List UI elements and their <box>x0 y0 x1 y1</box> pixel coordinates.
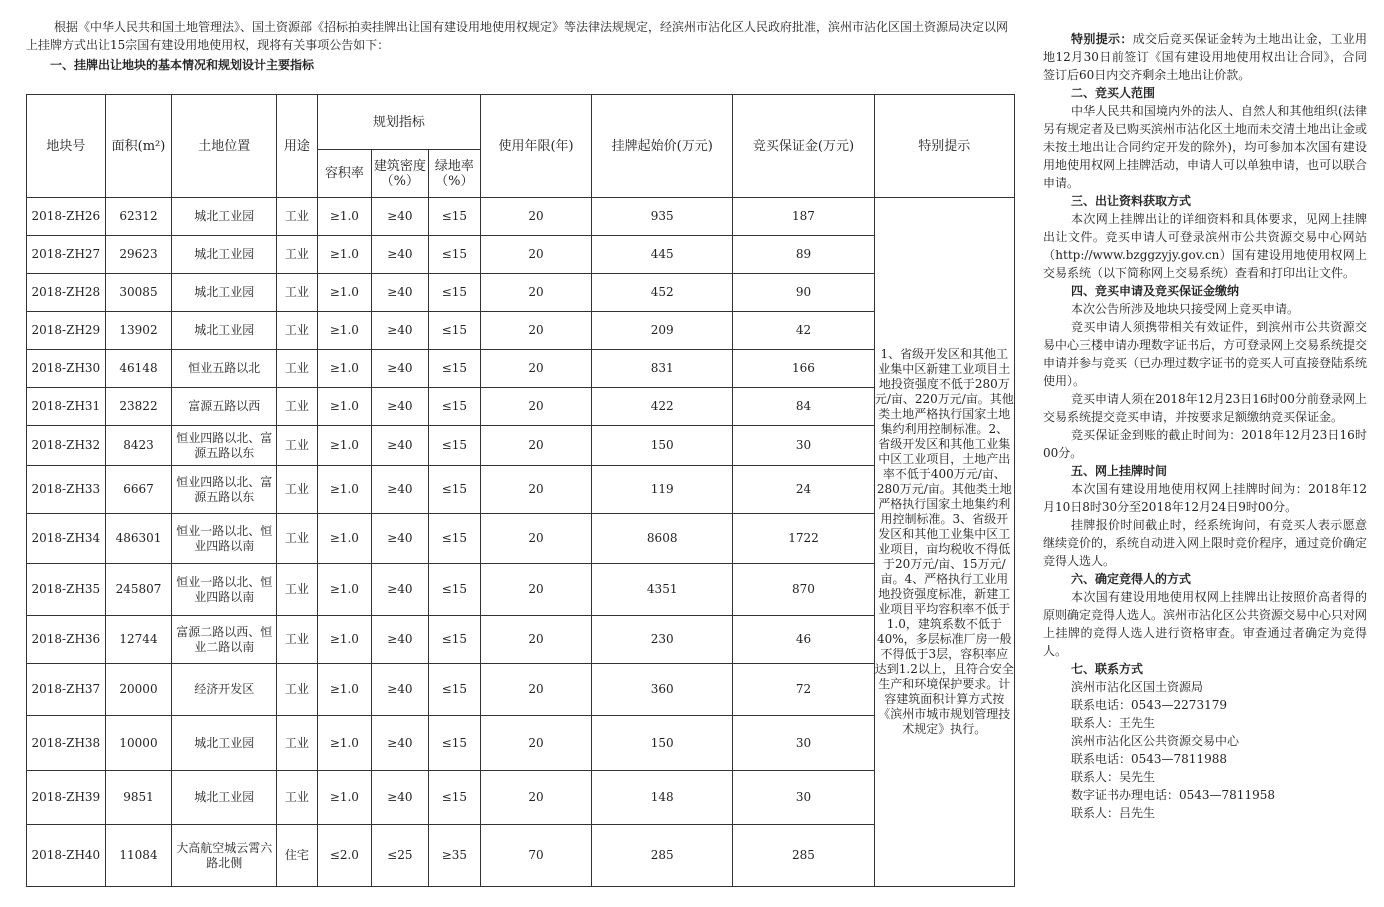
cell-deposit: 89 <box>733 236 874 274</box>
cell-location: 城北工业园 <box>172 771 277 825</box>
cell-green: ≤15 <box>428 198 480 236</box>
table-row <box>27 716 1015 771</box>
cell-id: 2018-ZH30 <box>27 350 106 388</box>
contact-line: 联系人：吴先生 <box>1071 770 1156 784</box>
cell-density: ≥40 <box>372 236 429 274</box>
cell-start-price: 452 <box>592 274 733 312</box>
cell-density: ≥40 <box>372 388 429 426</box>
section-heading-4: 四、竞买申请及竞买保证金缴纳 <box>1071 284 1240 298</box>
table-row <box>27 312 1015 350</box>
contact-line: 滨州市沾化区公共资源交易中心 <box>1071 734 1240 748</box>
table-row <box>27 825 1015 887</box>
cell-density: ≥40 <box>372 426 429 466</box>
cell-far: ≥1.0 <box>317 426 371 466</box>
section-heading-3: 三、出让资料获取方式 <box>1071 194 1192 208</box>
cell-start-price: 209 <box>592 312 733 350</box>
cell-area: 245807 <box>105 564 172 616</box>
header-use: 用途 <box>277 95 317 198</box>
contact-line: 联系电话：0543—7811988 <box>1071 752 1227 766</box>
cell-area: 13902 <box>105 312 172 350</box>
cell-location: 城北工业园 <box>172 236 277 274</box>
cell-location: 恒业五路以北 <box>172 350 277 388</box>
cell-start-price: 445 <box>592 236 733 274</box>
cell-start-price: 150 <box>592 716 733 771</box>
special-note: 1、省级开发区和其他工业集中区新建工业项目土地投资强度不低于280万元/亩、220万元/亩。其他类土地严格执行国家土地集约利用控制标准。2、省级开发区和其他工业集中区工业项目，土地产出率不低于400万元/亩、280万元/亩。其他类土地严格执行国家土地集约利用控制标准。3、省级开发区和其他工业集中区工业项目，亩均税收不得低于20万元/亩、15万元/亩。4、严格执行工业用地投资强度标准，新建工业项目平均容积率不低于1.0，建筑系数不低于40%，多层标准厂房一般不得低于3层，容积率应达到1.2以上，且符合安全生产和环境保护要求。计容建筑面积计算方式按《滨州市城市规划管理技术规定》执行。 <box>874 198 1014 887</box>
cell-years: 20 <box>481 426 592 466</box>
cell-green: ≤15 <box>428 564 480 616</box>
cell-density: ≥40 <box>372 514 429 564</box>
cell-density: ≥40 <box>372 312 429 350</box>
cell-start-price: 422 <box>592 388 733 426</box>
table-row <box>27 771 1015 825</box>
section-heading-7: 七、联系方式 <box>1071 662 1144 676</box>
tip-text: 成交后竞买保证金转为土地出让金，工业用地12月30日前签订《国有建设用地使用权出让合同》，合同签订后60日内交齐剩余土地出让价款。 <box>1043 32 1367 82</box>
cell-deposit: 84 <box>733 388 874 426</box>
cell-density: ≥40 <box>372 466 429 514</box>
cell-deposit: 90 <box>733 274 874 312</box>
cell-far: ≥1.0 <box>317 236 371 274</box>
cell-location: 经济开发区 <box>172 664 277 716</box>
cell-location: 城北工业园 <box>172 312 277 350</box>
cell-green: ≤15 <box>428 514 480 564</box>
cell-years: 20 <box>481 388 592 426</box>
cell-far: ≥1.0 <box>317 274 371 312</box>
tip-label: 特别提示： <box>1071 32 1133 46</box>
section-text-5b: 挂牌报价时间截止时，经系统询问，有竞买人表示愿意继续竞价的，系统自动进入网上限时竞价程序，通过竞价确定竞得人选人。 <box>1043 518 1368 568</box>
cell-green: ≤15 <box>428 664 480 716</box>
section-heading-5: 五、网上挂牌时间 <box>1071 464 1168 478</box>
intro-paragraph: 根据《中华人民共和国土地管理法》、国土资源部《招标拍卖挂牌出让国有建设用地使用权规定》等法律法规规定，经滨州市沾化区人民政府批准，滨州市沾化区国土资源局决定以网上挂牌方式出让15宗国有建设用地使用权，现将有关事项公告如下： <box>26 20 1009 52</box>
cell-id: 2018-ZH31 <box>27 388 106 426</box>
cell-green: ≤15 <box>428 388 480 426</box>
cell-location: 恒业四路以北、富源五路以东 <box>172 426 277 466</box>
cell-area: 6667 <box>105 466 172 514</box>
cell-years: 20 <box>481 236 592 274</box>
cell-id: 2018-ZH27 <box>27 236 106 274</box>
cell-green: ≤15 <box>428 466 480 514</box>
cell-start-price: 4351 <box>592 564 733 616</box>
cell-location: 城北工业园 <box>172 198 277 236</box>
cell-location: 富源二路以西、恒业二路以南 <box>172 616 277 664</box>
section-text-4c: 竞买申请人须在2018年12月23日16时00分前登录网上交易系统提交竞买申请，并按要求足额缴纳竞买保证金。 <box>1043 392 1367 424</box>
cell-start-price: 935 <box>592 198 733 236</box>
cell-years: 20 <box>481 616 592 664</box>
cell-deposit: 46 <box>733 616 874 664</box>
table-row <box>27 236 1015 274</box>
cell-start-price: 8608 <box>592 514 733 564</box>
cell-far: ≥1.0 <box>317 198 371 236</box>
cell-area: 486301 <box>105 514 172 564</box>
table-row <box>27 616 1015 664</box>
cell-use: 工业 <box>277 236 317 274</box>
table-row <box>27 198 1015 236</box>
cell-area: 11084 <box>105 825 172 887</box>
cell-years: 20 <box>481 198 592 236</box>
cell-years: 20 <box>481 350 592 388</box>
cell-id: 2018-ZH39 <box>27 771 106 825</box>
cell-use: 工业 <box>277 388 317 426</box>
cell-location: 富源五路以西 <box>172 388 277 426</box>
cell-far: ≥1.0 <box>317 514 371 564</box>
cell-deposit: 870 <box>733 564 874 616</box>
cell-far: ≥1.0 <box>317 771 371 825</box>
contact-line: 数字证书办理电话：0543—7811958 <box>1071 788 1275 802</box>
cell-location: 恒业四路以北、富源五路以东 <box>172 466 277 514</box>
section-text-5a: 本次国有建设用地使用权网上挂牌时间为：2018年12月10日8时30分至2018年12月24日9时00分。 <box>1043 482 1367 514</box>
cell-location: 大高航空城云霄六路北侧 <box>172 825 277 887</box>
table-row <box>27 564 1015 616</box>
cell-use: 工业 <box>277 664 317 716</box>
cell-id: 2018-ZH33 <box>27 466 106 514</box>
cell-density: ≥40 <box>372 664 429 716</box>
cell-location: 恒业一路以北、恒业四路以南 <box>172 564 277 616</box>
cell-far: ≥1.0 <box>317 312 371 350</box>
cell-location: 城北工业园 <box>172 716 277 771</box>
cell-deposit: 30 <box>733 426 874 466</box>
cell-density: ≥40 <box>372 274 429 312</box>
cell-start-price: 831 <box>592 350 733 388</box>
cell-years: 70 <box>481 825 592 887</box>
cell-far: ≥1.0 <box>317 388 371 426</box>
header-green: 绿地率（%） <box>428 150 480 198</box>
cell-deposit: 166 <box>733 350 874 388</box>
section-text-4d: 竞买保证金到账的截止时间为：2018年12月23日16时00分。 <box>1043 428 1367 460</box>
cell-years: 20 <box>481 716 592 771</box>
cell-use: 工业 <box>277 514 317 564</box>
header-density: 建筑密度（%） <box>372 150 429 198</box>
cell-id: 2018-ZH35 <box>27 564 106 616</box>
section-text-3: 本次网上挂牌出让的详细资料和具体要求，见网上挂牌出让文件。竞买申请人可登录滨州市公共资源交易中心网站（http://www.bzggzyjy.gov.cn）国有建设用地使用权网上交易系统（以下简称网上交易系统）查看和打印出让文件。 <box>1043 212 1367 280</box>
cell-id: 2018-ZH34 <box>27 514 106 564</box>
cell-deposit: 30 <box>733 771 874 825</box>
cell-id: 2018-ZH36 <box>27 616 106 664</box>
cell-density: ≥40 <box>372 616 429 664</box>
cell-far: ≥1.0 <box>317 664 371 716</box>
section-heading-1: 一、挂牌出让地块的基本情况和规划设计主要指标 <box>50 58 315 72</box>
section-text-2: 中华人民共和国境内外的法人、自然人和其他组织(法律另有规定者及已购买滨州市沾化区土地而未交清土地出让金或未按土地出让合同约定开发的除外)，均可参加本次国有建设用地使用权网上挂牌活动，申请人可以单独申请，也可以联合申请。 <box>1043 104 1368 190</box>
cell-area: 30085 <box>105 274 172 312</box>
cell-green: ≤15 <box>428 616 480 664</box>
contact-line: 联系电话：0543—2273179 <box>1071 698 1227 712</box>
cell-density: ≥40 <box>372 564 429 616</box>
cell-years: 20 <box>481 312 592 350</box>
cell-green: ≤15 <box>428 236 480 274</box>
cell-years: 20 <box>481 514 592 564</box>
cell-deposit: 72 <box>733 664 874 716</box>
cell-id: 2018-ZH28 <box>27 274 106 312</box>
cell-far: ≥1.0 <box>317 350 371 388</box>
cell-area: 62312 <box>105 198 172 236</box>
cell-far: ≤2.0 <box>317 825 371 887</box>
header-area: 面积(m²) <box>105 95 172 198</box>
cell-use: 工业 <box>277 771 317 825</box>
cell-green: ≤15 <box>428 771 480 825</box>
cell-area: 23822 <box>105 388 172 426</box>
cell-use: 工业 <box>277 274 317 312</box>
cell-far: ≥1.0 <box>317 616 371 664</box>
cell-start-price: 150 <box>592 426 733 466</box>
header-location: 土地位置 <box>172 95 277 198</box>
cell-area: 20000 <box>105 664 172 716</box>
cell-use: 工业 <box>277 616 317 664</box>
cell-density: ≥40 <box>372 198 429 236</box>
cell-years: 20 <box>481 466 592 514</box>
section-heading-2: 二、竞买人范围 <box>1071 86 1156 100</box>
cell-start-price: 360 <box>592 664 733 716</box>
table-row <box>27 426 1015 466</box>
header-far: 容积率 <box>317 150 371 198</box>
cell-deposit: 1722 <box>733 514 874 564</box>
header-id: 地块号 <box>27 95 106 198</box>
table-row <box>27 350 1015 388</box>
header-start-price: 挂牌起始价(万元) <box>592 95 733 198</box>
cell-green: ≤15 <box>428 716 480 771</box>
table-body <box>27 198 1015 887</box>
cell-area: 9851 <box>105 771 172 825</box>
cell-area: 12744 <box>105 616 172 664</box>
section-text-4a: 本次公告所涉及地块只接受网上竞买申请。 <box>1071 302 1300 316</box>
cell-id: 2018-ZH32 <box>27 426 106 466</box>
table-row <box>27 274 1015 312</box>
cell-density: ≥40 <box>372 350 429 388</box>
table-row <box>27 388 1015 426</box>
cell-start-price: 230 <box>592 616 733 664</box>
cell-far: ≥1.0 <box>317 466 371 514</box>
cell-deposit: 285 <box>733 825 874 887</box>
cell-start-price: 285 <box>592 825 733 887</box>
cell-id: 2018-ZH26 <box>27 198 106 236</box>
cell-green: ≥35 <box>428 825 480 887</box>
table-row <box>27 466 1015 514</box>
cell-density: ≥40 <box>372 716 429 771</box>
cell-location: 城北工业园 <box>172 274 277 312</box>
contact-line: 滨州市沾化区国土资源局 <box>1071 680 1204 694</box>
side-column <box>1043 30 1367 822</box>
section-text-4b: 竞买申请人须携带相关有效证件，到滨州市公共资源交易中心三楼申请办理数字证书后，方可登录网上交易系统提交申请并参与竞买（已办理过数字证书的竞买人可直接登陆系统使用）。 <box>1043 320 1368 388</box>
cell-deposit: 187 <box>733 198 874 236</box>
cell-id: 2018-ZH40 <box>27 825 106 887</box>
cell-use: 工业 <box>277 312 317 350</box>
cell-use: 工业 <box>277 716 317 771</box>
cell-location: 恒业一路以北、恒业四路以南 <box>172 514 277 564</box>
cell-area: 10000 <box>105 716 172 771</box>
cell-use: 住宅 <box>277 825 317 887</box>
cell-use: 工业 <box>277 466 317 514</box>
cell-density: ≤25 <box>372 825 429 887</box>
cell-start-price: 148 <box>592 771 733 825</box>
contact-line: 联系人：吕先生 <box>1071 806 1156 820</box>
cell-far: ≥1.0 <box>317 564 371 616</box>
cell-use: 工业 <box>277 426 317 466</box>
cell-deposit: 30 <box>733 716 874 771</box>
cell-start-price: 119 <box>592 466 733 514</box>
cell-area: 8423 <box>105 426 172 466</box>
cell-id: 2018-ZH38 <box>27 716 106 771</box>
cell-years: 20 <box>481 274 592 312</box>
cell-area: 29623 <box>105 236 172 274</box>
cell-id: 2018-ZH37 <box>27 664 106 716</box>
cell-years: 20 <box>481 771 592 825</box>
cell-green: ≤15 <box>428 312 480 350</box>
cell-deposit: 42 <box>733 312 874 350</box>
table-row <box>27 514 1015 564</box>
header-note: 特别提示 <box>874 95 1014 198</box>
header-planning: 规划指标 <box>317 95 480 150</box>
cell-deposit: 24 <box>733 466 874 514</box>
cell-use: 工业 <box>277 350 317 388</box>
cell-use: 工业 <box>277 564 317 616</box>
cell-years: 20 <box>481 564 592 616</box>
header-years: 使用年限(年) <box>481 95 592 198</box>
cell-green: ≤15 <box>428 426 480 466</box>
intro <box>26 18 1016 74</box>
section-heading-6: 六、确定竞得人的方式 <box>1071 572 1192 586</box>
section-text-6: 本次国有建设用地使用权网上挂牌出让按照价高者得的原则确定竞得人选人。滨州市沾化区公共资源交易中心只对网上挂牌的竞得人选人进行资格审查。审查通过者确定为竞得人。 <box>1043 590 1368 658</box>
cell-density: ≥40 <box>372 771 429 825</box>
cell-years: 20 <box>481 664 592 716</box>
header-deposit: 竞买保证金(万元) <box>733 95 874 198</box>
cell-area: 46148 <box>105 350 172 388</box>
cell-green: ≤15 <box>428 274 480 312</box>
cell-far: ≥1.0 <box>317 716 371 771</box>
cell-id: 2018-ZH29 <box>27 312 106 350</box>
table-row <box>27 664 1015 716</box>
cell-green: ≤15 <box>428 350 480 388</box>
land-table <box>26 94 1015 887</box>
contact-line: 联系人：王先生 <box>1071 716 1156 730</box>
cell-use: 工业 <box>277 198 317 236</box>
